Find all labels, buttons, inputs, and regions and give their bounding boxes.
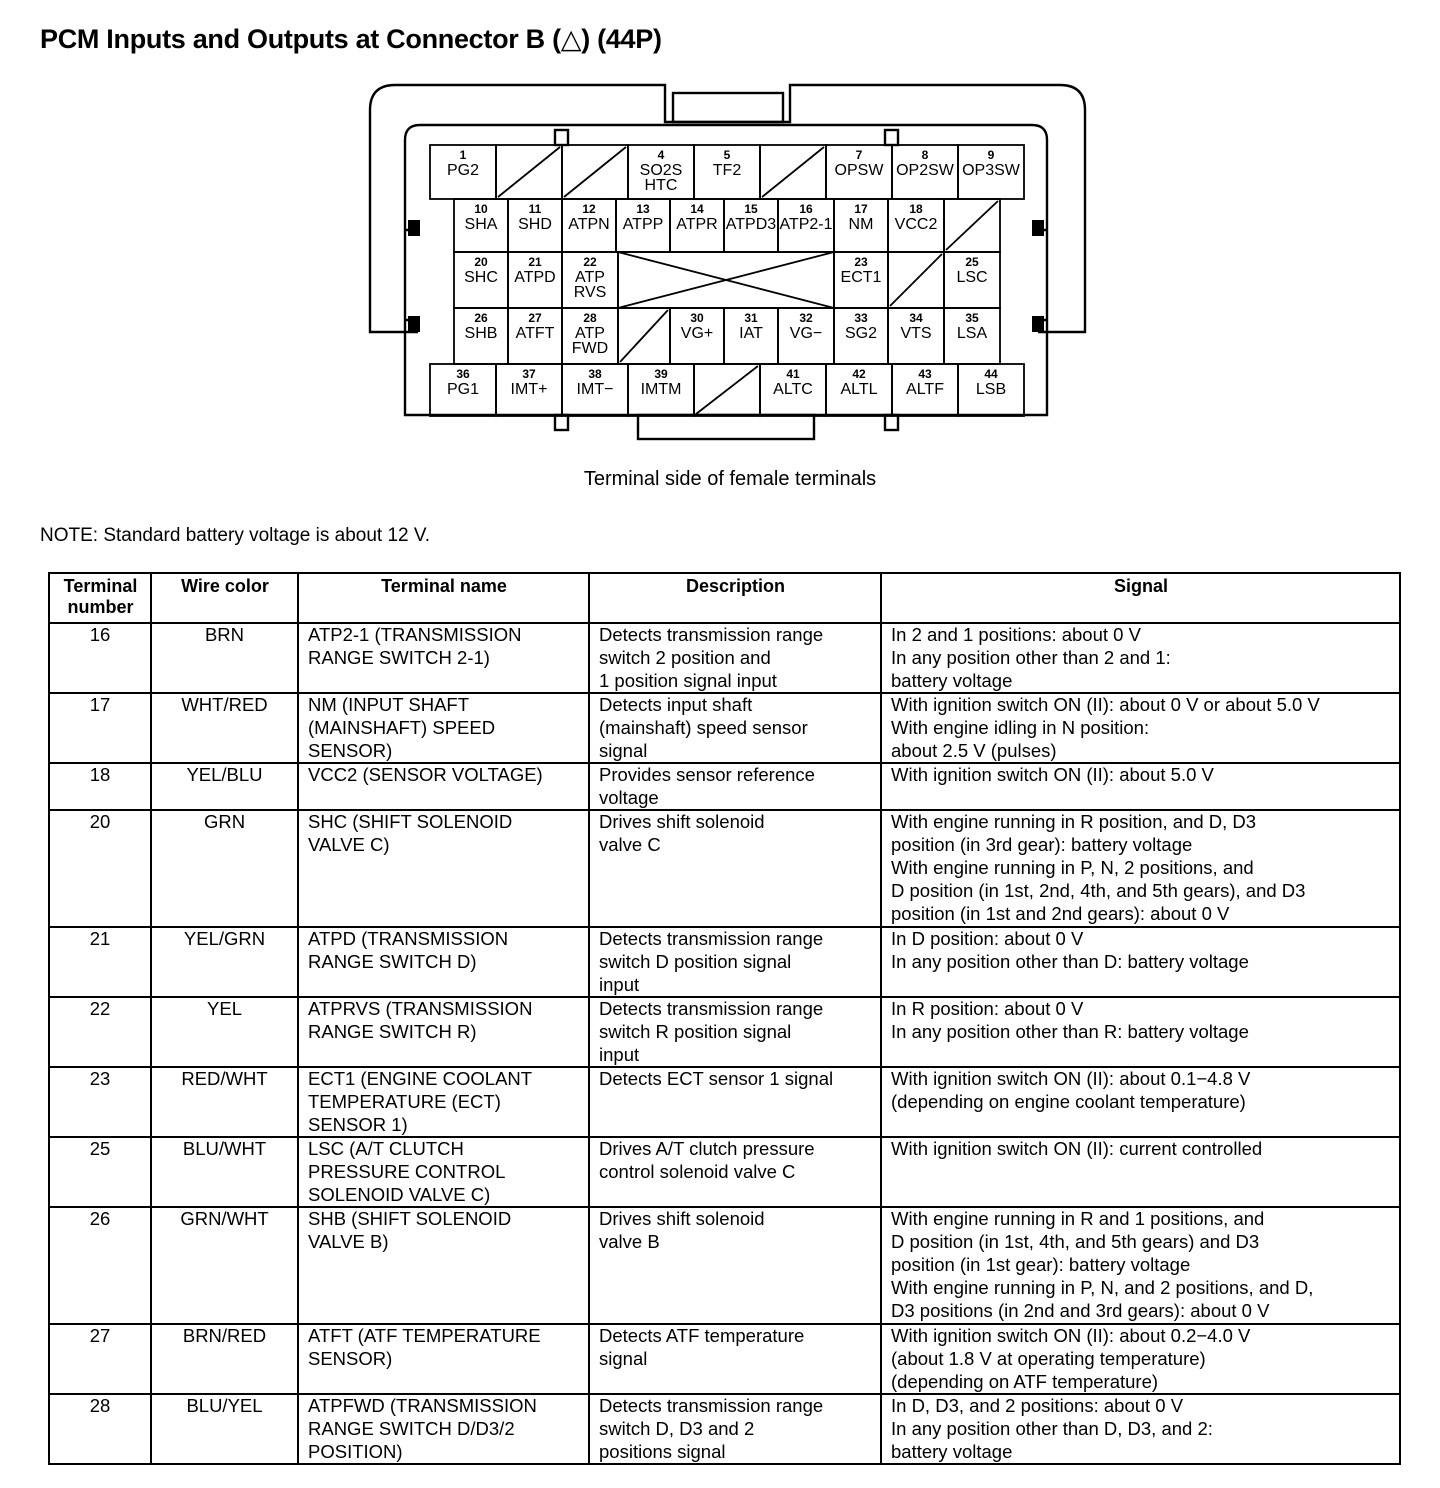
- table-row: [49, 763, 1400, 810]
- pin-number: 8: [921, 148, 929, 162]
- pin-number: 44: [984, 367, 998, 381]
- terminal-name-cell: ECT1 (ENGINE COOLANT TEMPERATURE (ECT) SENSOR 1): [298, 1067, 589, 1137]
- pin-number: 9: [987, 148, 995, 162]
- table-row: [49, 997, 1400, 1067]
- diagram-caption: Terminal side of female terminals: [583, 468, 877, 490]
- pin-number: 41: [786, 367, 800, 381]
- terminal-number-cell: 26: [49, 1207, 151, 1324]
- description-cell: Drives A/T clutch pressure control solenoid valve C: [589, 1137, 881, 1207]
- pin-number: 11: [528, 202, 542, 216]
- pin-label: ALTC: [773, 381, 813, 398]
- signal-cell: With engine running in R position, and D, D3 position (in 3rd gear): battery voltage With engine running in P, N, 2 positions, and D position (in 1st, 2nd, 4th, and 5th gears), and D3 position (in 1st and 2nd gears): about 0 V: [881, 810, 1400, 927]
- table-row: [49, 1207, 1400, 1324]
- pin-number: 17: [854, 202, 868, 216]
- pin-label: SHC: [464, 269, 498, 286]
- pin-number: 12: [582, 202, 596, 216]
- page-title: PCM Inputs and Outputs at Connector B (△) (44P): [40, 24, 662, 54]
- description-cell: Detects transmission range switch R position signal input: [589, 997, 881, 1067]
- terminal-name-cell: SHB (SHIFT SOLENOID VALVE B): [298, 1207, 589, 1324]
- wire-color-cell: GRN/WHT: [151, 1207, 298, 1324]
- terminal-name-cell: ATPD (TRANSMISSION RANGE SWITCH D): [298, 927, 589, 997]
- terminal-number-cell: 22: [49, 997, 151, 1067]
- terminal-number-cell: 25: [49, 1137, 151, 1207]
- pin-label: ATP: [575, 325, 605, 342]
- pin-number: 5: [723, 148, 731, 162]
- wire-color-cell: GRN: [151, 810, 298, 927]
- pin-label: ATPD: [514, 269, 556, 286]
- pin-label: SHD: [518, 216, 552, 233]
- header-description: Description: [589, 573, 881, 623]
- pin-label: IMT−: [576, 381, 614, 398]
- pin-label: OPSW: [834, 162, 884, 179]
- terminal-name-cell: SHC (SHIFT SOLENOID VALVE C): [298, 810, 589, 927]
- description-cell: Detects transmission range switch D position signal input: [589, 927, 881, 997]
- terminal-number-cell: 18: [49, 763, 151, 810]
- pin-number: 34: [909, 311, 923, 325]
- wire-color-cell: YEL/GRN: [151, 927, 298, 997]
- signal-cell: With ignition switch ON (II): about 0 V or about 5.0 V With engine idling in N position: about 2.5 V (pulses): [881, 693, 1400, 763]
- pin-number: 18: [909, 202, 923, 216]
- pin-label: VG+: [680, 325, 714, 342]
- pin-number: 43: [918, 367, 932, 381]
- signal-cell: With ignition switch ON (II): current controlled: [881, 1137, 1400, 1207]
- pin-label: SHA: [464, 216, 498, 233]
- pin-label: LSB: [975, 381, 1007, 398]
- pin-label: ATP: [575, 269, 605, 286]
- pin-number: 7: [855, 148, 863, 162]
- pin-number: 25: [965, 255, 979, 269]
- terminal-number-cell: 16: [49, 623, 151, 693]
- pin-label: LSA: [956, 325, 988, 342]
- wire-color-cell: BLU/YEL: [151, 1394, 298, 1464]
- pin-number: 21: [528, 255, 542, 269]
- pin-number: 26: [474, 311, 488, 325]
- pin-label: TF2: [712, 162, 742, 179]
- pin-number: 14: [690, 202, 704, 216]
- signal-cell: With ignition switch ON (II): about 0.2−4.0 V (about 1.8 V at operating temperature) (depending on ATF temperature): [881, 1324, 1400, 1394]
- pin-label: IMT+: [510, 381, 548, 398]
- pin-number: 36: [456, 367, 470, 381]
- signal-cell: With ignition switch ON (II): about 0.1−4.8 V (depending on engine coolant temperature): [881, 1067, 1400, 1137]
- description-cell: Detects transmission range switch D, D3 and 2 positions signal: [589, 1394, 881, 1464]
- pin-label: IAT: [739, 325, 763, 342]
- pin-number: 32: [799, 311, 813, 325]
- terminal-number-cell: 28: [49, 1394, 151, 1464]
- signal-cell: With engine running in R and 1 positions, and D position (in 1st, 4th, and 5th gears) and D3 position (in 1st gear): battery voltage With engine running in P, N, and 2 positions, and D, D3 positions (in 2nd and 3rd gears): about 0 V: [881, 1207, 1400, 1324]
- pin-label: ATP2-1: [779, 216, 833, 233]
- terminal-name-cell: ATP2-1 (TRANSMISSION RANGE SWITCH 2-1): [298, 623, 589, 693]
- pin-label: VG−: [789, 325, 823, 342]
- description-cell: Detects ECT sensor 1 signal: [589, 1067, 881, 1137]
- table-row: [49, 1394, 1400, 1464]
- table-header-row: [49, 573, 1400, 623]
- terminal-name-cell: VCC2 (SENSOR VOLTAGE): [298, 763, 589, 810]
- description-cell: Drives shift solenoid valve B: [589, 1207, 881, 1324]
- terminal-name-cell: ATPFWD (TRANSMISSION RANGE SWITCH D/D3/2 POSITION): [298, 1394, 589, 1464]
- table-row: [49, 1324, 1400, 1394]
- pin-label: LSC: [956, 269, 988, 286]
- pin-label: NM: [848, 216, 874, 233]
- signal-cell: In D, D3, and 2 positions: about 0 V In any position other than D, D3, and 2: battery voltage: [881, 1394, 1400, 1464]
- pin-label: HTC: [644, 177, 678, 194]
- pin-number: 10: [474, 202, 488, 216]
- pin-number: 4: [657, 148, 665, 162]
- terminal-name-cell: ATFT (ATF TEMPERATURE SENSOR): [298, 1324, 589, 1394]
- pin-number: 33: [854, 311, 868, 325]
- pin-label: OP2SW: [896, 162, 954, 179]
- header-terminal-name: Terminal name: [298, 573, 589, 623]
- pin-number: 13: [636, 202, 650, 216]
- pin-label: ATPN: [568, 216, 610, 233]
- pin-number: 42: [852, 367, 866, 381]
- wire-color-cell: YEL: [151, 997, 298, 1067]
- pin-number: 22: [583, 255, 597, 269]
- pin-number: 20: [474, 255, 488, 269]
- signal-cell: With ignition switch ON (II): about 5.0 V: [881, 763, 1400, 810]
- terminal-number-cell: 20: [49, 810, 151, 927]
- pin-label: ALTF: [906, 381, 944, 398]
- pin-number: 38: [588, 367, 602, 381]
- pin-number: 39: [654, 367, 668, 381]
- terminal-name-cell: ATPRVS (TRANSMISSION RANGE SWITCH R): [298, 997, 589, 1067]
- pin-label: ECT1: [840, 269, 882, 286]
- wire-color-cell: BRN/RED: [151, 1324, 298, 1394]
- terminal-number-cell: 21: [49, 927, 151, 997]
- pin-number: 15: [744, 202, 758, 216]
- pin-number: 37: [522, 367, 536, 381]
- table-row: [49, 1137, 1400, 1207]
- header-terminal-number: Terminal number: [49, 573, 151, 623]
- pin-label: SG2: [844, 325, 878, 342]
- description-cell: Drives shift solenoid valve C: [589, 810, 881, 927]
- pin-number: 27: [528, 311, 542, 325]
- pin-label: ALTL: [840, 381, 878, 398]
- pin-number: 28: [583, 311, 597, 325]
- pin-label: IMTM: [640, 381, 682, 398]
- terminal-number-cell: 27: [49, 1324, 151, 1394]
- pin-label: ATPP: [622, 216, 664, 233]
- pin-label: ATPD3: [725, 216, 777, 233]
- pin-label: VCC2: [894, 216, 938, 233]
- signal-cell: In 2 and 1 positions: about 0 V In any position other than 2 and 1: battery voltage: [881, 623, 1400, 693]
- description-cell: Detects transmission range switch 2 position and 1 position signal input: [589, 623, 881, 693]
- table-row: [49, 693, 1400, 763]
- description-cell: Detects ATF temperature signal: [589, 1324, 881, 1394]
- pin-number: 16: [799, 202, 813, 216]
- table-row: [49, 1067, 1400, 1137]
- header-wire-color: Wire color: [151, 573, 298, 623]
- wire-color-cell: RED/WHT: [151, 1067, 298, 1137]
- pin-label: ATFT: [515, 325, 555, 342]
- pin-label: PG2: [446, 162, 480, 179]
- terminal-number-cell: 23: [49, 1067, 151, 1137]
- connector-diagram: [360, 80, 1100, 450]
- wire-color-cell: BLU/WHT: [151, 1137, 298, 1207]
- description-cell: Provides sensor reference voltage: [589, 763, 881, 810]
- pin-label: RVS: [573, 284, 607, 301]
- wire-color-cell: WHT/RED: [151, 693, 298, 763]
- signal-cell: In R position: about 0 V In any position other than R: battery voltage: [881, 997, 1400, 1067]
- pin-number: 1: [459, 148, 467, 162]
- pcm-terminal-table: [48, 572, 1401, 1465]
- battery-note: NOTE: Standard battery voltage is about 12 V.: [40, 525, 431, 546]
- pin-label: PG1: [446, 381, 480, 398]
- pin-label: OP3SW: [962, 162, 1020, 179]
- pin-label: SHB: [464, 325, 498, 342]
- table-row: [49, 623, 1400, 693]
- pin-number: 35: [965, 311, 979, 325]
- table-row: [49, 810, 1400, 927]
- pin-label: SO2S: [639, 162, 683, 179]
- pin-label: FWD: [571, 340, 609, 357]
- pin-label: ATPR: [676, 216, 718, 233]
- terminal-number-cell: 17: [49, 693, 151, 763]
- pin-number: 30: [690, 311, 704, 325]
- pin-label: VTS: [900, 325, 932, 342]
- wire-color-cell: YEL/BLU: [151, 763, 298, 810]
- pin-number: 23: [854, 255, 868, 269]
- header-signal: Signal: [881, 573, 1400, 623]
- pin-number: 31: [744, 311, 758, 325]
- table-row: [49, 927, 1400, 997]
- terminal-name-cell: LSC (A/T CLUTCH PRESSURE CONTROL SOLENOID VALVE C): [298, 1137, 589, 1207]
- wire-color-cell: BRN: [151, 623, 298, 693]
- description-cell: Detects input shaft (mainshaft) speed sensor signal: [589, 693, 881, 763]
- signal-cell: In D position: about 0 V In any position other than D: battery voltage: [881, 927, 1400, 997]
- terminal-name-cell: NM (INPUT SHAFT (MAINSHAFT) SPEED SENSOR): [298, 693, 589, 763]
